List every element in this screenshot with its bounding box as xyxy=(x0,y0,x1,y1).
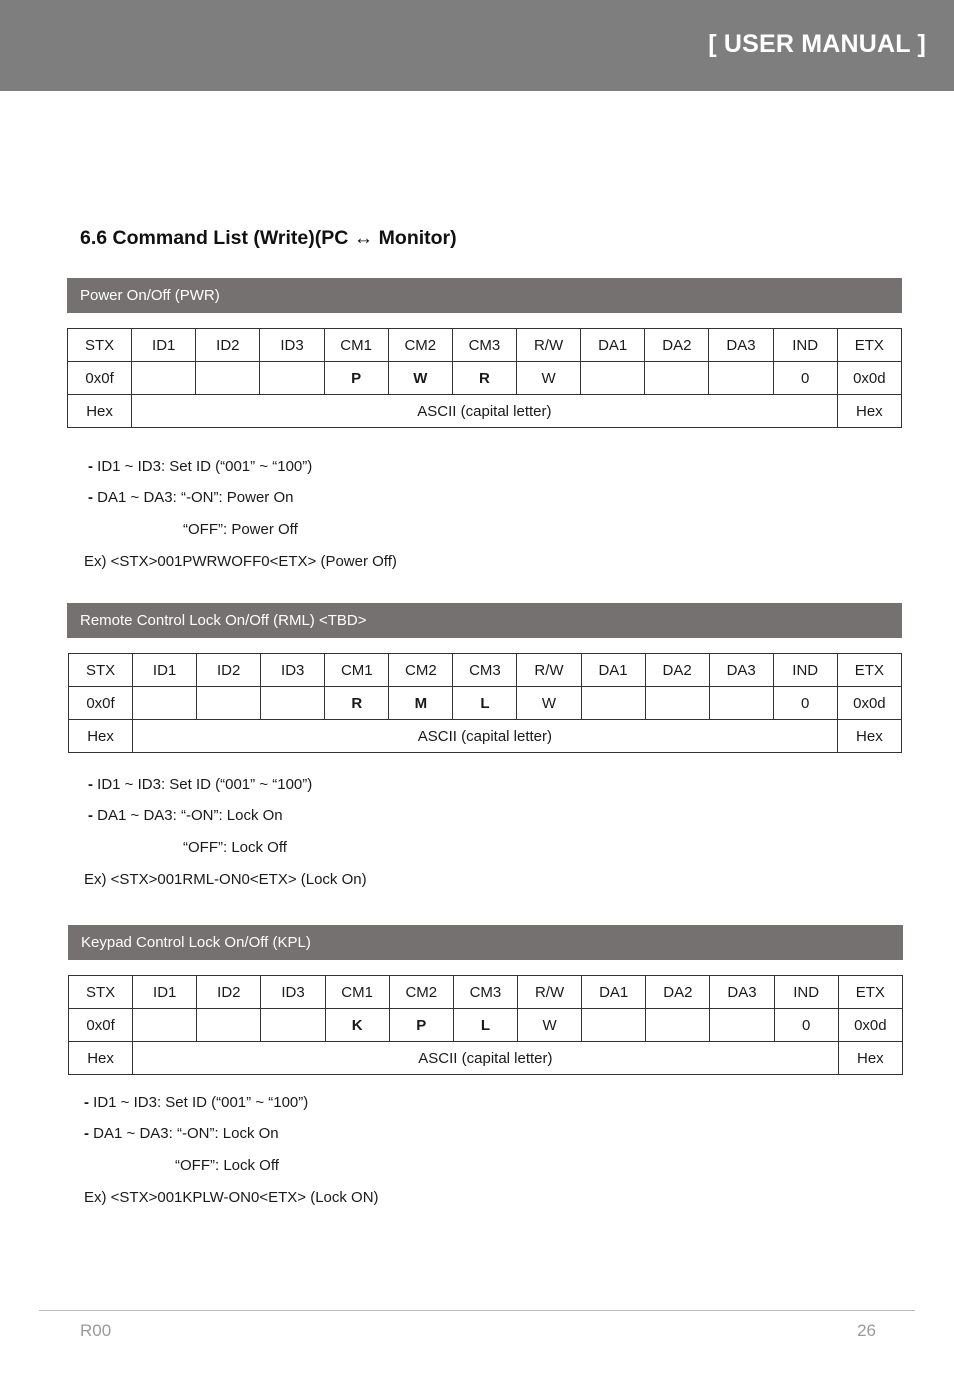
value-cell xyxy=(646,1009,710,1042)
header-cell: CM3 xyxy=(452,329,516,362)
command-bar: Keypad Control Lock On/Off (KPL) xyxy=(68,925,903,960)
header-cell: ID3 xyxy=(261,976,325,1009)
header-band xyxy=(0,0,954,91)
command-block-rml xyxy=(67,603,902,753)
note-text: “OFF”: Lock Off xyxy=(183,839,287,856)
header-cell: ID3 xyxy=(261,654,325,687)
value-cell: P xyxy=(389,1009,453,1042)
header-cell: DA2 xyxy=(645,654,709,687)
value-cell xyxy=(197,1009,261,1042)
example-line xyxy=(84,864,367,896)
value-cell xyxy=(645,362,709,395)
command-bar: Power On/Off (PWR) xyxy=(67,278,902,313)
value-cell xyxy=(709,687,773,720)
value-cell xyxy=(133,687,197,720)
command-table xyxy=(68,975,903,1075)
header-cell: DA2 xyxy=(645,329,709,362)
value-cell: M xyxy=(389,687,453,720)
header-cell: ID3 xyxy=(260,329,324,362)
header-cell: CM3 xyxy=(453,976,517,1009)
note-text: “OFF”: Lock Off xyxy=(175,1157,279,1174)
note-line xyxy=(88,482,293,514)
header-cell: DA2 xyxy=(646,976,710,1009)
value-cell: W xyxy=(517,1009,581,1042)
table-header-row xyxy=(68,329,902,362)
command-block-kpl xyxy=(68,925,903,1075)
header-cell: ETX xyxy=(837,654,901,687)
note-text: DA1 ~ DA3: “-ON”: Lock On xyxy=(97,807,283,824)
command-block-pwr xyxy=(67,278,902,428)
value-cell xyxy=(133,1009,197,1042)
value-cell xyxy=(582,1009,646,1042)
note-text: DA1 ~ DA3: “-ON”: Power On xyxy=(97,489,294,506)
value-cell: L xyxy=(453,687,517,720)
value-cell: 0x0d xyxy=(838,1009,902,1042)
header-cell: ETX xyxy=(837,329,901,362)
type-cell: ASCII (capital letter) xyxy=(133,720,838,753)
type-cell: Hex xyxy=(837,720,901,753)
command-table xyxy=(68,653,902,753)
value-cell xyxy=(710,1009,774,1042)
value-cell: W xyxy=(516,362,580,395)
table-type-row xyxy=(68,395,902,428)
value-cell: 0x0f xyxy=(69,1009,133,1042)
note-text: “OFF”: Power Off xyxy=(183,521,298,538)
note-dash: - xyxy=(88,807,98,824)
value-cell: 0x0d xyxy=(837,687,901,720)
section-title: 6.6 Command List (Write)(PC ↔ Monitor) xyxy=(80,227,457,249)
value-cell xyxy=(261,1009,325,1042)
value-cell: 0x0d xyxy=(837,362,901,395)
note-line xyxy=(175,1150,279,1182)
header-cell: ID2 xyxy=(197,976,261,1009)
note-dash: - xyxy=(88,458,98,475)
table-type-row xyxy=(69,720,902,753)
table-header-row xyxy=(69,976,903,1009)
note-text: DA1 ~ DA3: “-ON”: Lock On xyxy=(93,1125,279,1142)
type-cell: ASCII (capital letter) xyxy=(132,395,838,428)
value-cell: P xyxy=(324,362,388,395)
header-cell: DA3 xyxy=(710,976,774,1009)
value-cell xyxy=(260,362,324,395)
header-cell: ID1 xyxy=(133,654,197,687)
header-cell: DA1 xyxy=(581,329,645,362)
value-cell: W xyxy=(517,687,581,720)
table-value-row xyxy=(69,1009,903,1042)
footer-rule xyxy=(39,1310,915,1311)
value-cell: 0 xyxy=(773,362,837,395)
note-line xyxy=(183,514,298,546)
header-cell: CM2 xyxy=(388,329,452,362)
note-dash: - xyxy=(88,776,98,793)
type-cell: ASCII (capital letter) xyxy=(133,1042,839,1075)
value-cell: W xyxy=(388,362,452,395)
value-cell xyxy=(581,362,645,395)
header-cell: ID2 xyxy=(197,654,261,687)
note-dash: - xyxy=(88,489,98,506)
header-cell: DA1 xyxy=(581,654,645,687)
header-cell: DA3 xyxy=(709,654,773,687)
value-cell: 0x0f xyxy=(69,687,133,720)
example-text: Ex) <STX>001KPLW-ON0<ETX> (Lock ON) xyxy=(84,1189,379,1206)
note-line xyxy=(183,832,287,864)
header-cell: ID1 xyxy=(132,329,196,362)
header-cell: IND xyxy=(774,976,838,1009)
header-cell: ETX xyxy=(838,976,902,1009)
note-line xyxy=(84,1087,308,1119)
note-text: ID1 ~ ID3: Set ID (“001” ~ “100”) xyxy=(97,458,313,475)
table-value-row xyxy=(68,362,902,395)
footer-page-number: 26 xyxy=(857,1321,876,1340)
header-cell: CM1 xyxy=(324,329,388,362)
header-cell: R/W xyxy=(517,976,581,1009)
header-cell: DA3 xyxy=(709,329,773,362)
type-cell: Hex xyxy=(69,720,133,753)
example-line xyxy=(84,1182,379,1214)
header-title: [ USER MANUAL ] xyxy=(708,30,926,58)
header-cell: ID1 xyxy=(133,976,197,1009)
note-line xyxy=(88,769,312,801)
header-cell: ID2 xyxy=(196,329,260,362)
note-line xyxy=(88,800,283,832)
note-text: ID1 ~ ID3: Set ID (“001” ~ “100”) xyxy=(97,776,313,793)
header-cell: STX xyxy=(68,329,132,362)
note-line xyxy=(88,451,312,483)
table-header-row xyxy=(69,654,902,687)
note-dash: - xyxy=(84,1094,94,1111)
header-cell: IND xyxy=(773,654,837,687)
value-cell: 0 xyxy=(774,1009,838,1042)
value-cell xyxy=(581,687,645,720)
value-cell: R xyxy=(325,687,389,720)
header-cell: IND xyxy=(773,329,837,362)
value-cell xyxy=(645,687,709,720)
example-text: Ex) <STX>001PWRWOFF0<ETX> (Power Off) xyxy=(84,553,397,570)
header-cell: CM1 xyxy=(325,976,389,1009)
example-text: Ex) <STX>001RML-ON0<ETX> (Lock On) xyxy=(84,871,367,888)
note-dash: - xyxy=(84,1125,94,1142)
value-cell: 0 xyxy=(773,687,837,720)
value-cell: R xyxy=(452,362,516,395)
command-bar: Remote Control Lock On/Off (RML) <TBD> xyxy=(67,603,902,638)
table-value-row xyxy=(69,687,902,720)
value-cell xyxy=(709,362,773,395)
value-cell: K xyxy=(325,1009,389,1042)
header-cell: STX xyxy=(69,976,133,1009)
header-cell: R/W xyxy=(516,329,580,362)
table-type-row xyxy=(69,1042,903,1075)
type-cell: Hex xyxy=(69,1042,133,1075)
header-cell: CM2 xyxy=(389,976,453,1009)
header-cell: DA1 xyxy=(582,976,646,1009)
value-cell xyxy=(197,687,261,720)
value-cell xyxy=(196,362,260,395)
type-cell: Hex xyxy=(838,1042,902,1075)
header-cell: CM3 xyxy=(453,654,517,687)
type-cell: Hex xyxy=(68,395,132,428)
value-cell: L xyxy=(453,1009,517,1042)
header-cell: STX xyxy=(69,654,133,687)
command-table xyxy=(67,328,902,428)
value-cell xyxy=(261,687,325,720)
header-cell: CM1 xyxy=(325,654,389,687)
value-cell xyxy=(132,362,196,395)
example-line xyxy=(84,546,397,578)
header-cell: R/W xyxy=(517,654,581,687)
type-cell: Hex xyxy=(837,395,901,428)
note-text: ID1 ~ ID3: Set ID (“001” ~ “100”) xyxy=(93,1094,309,1111)
value-cell: 0x0f xyxy=(68,362,132,395)
header-cell: CM2 xyxy=(389,654,453,687)
note-line xyxy=(84,1118,279,1150)
footer-revision: R00 xyxy=(80,1321,112,1340)
